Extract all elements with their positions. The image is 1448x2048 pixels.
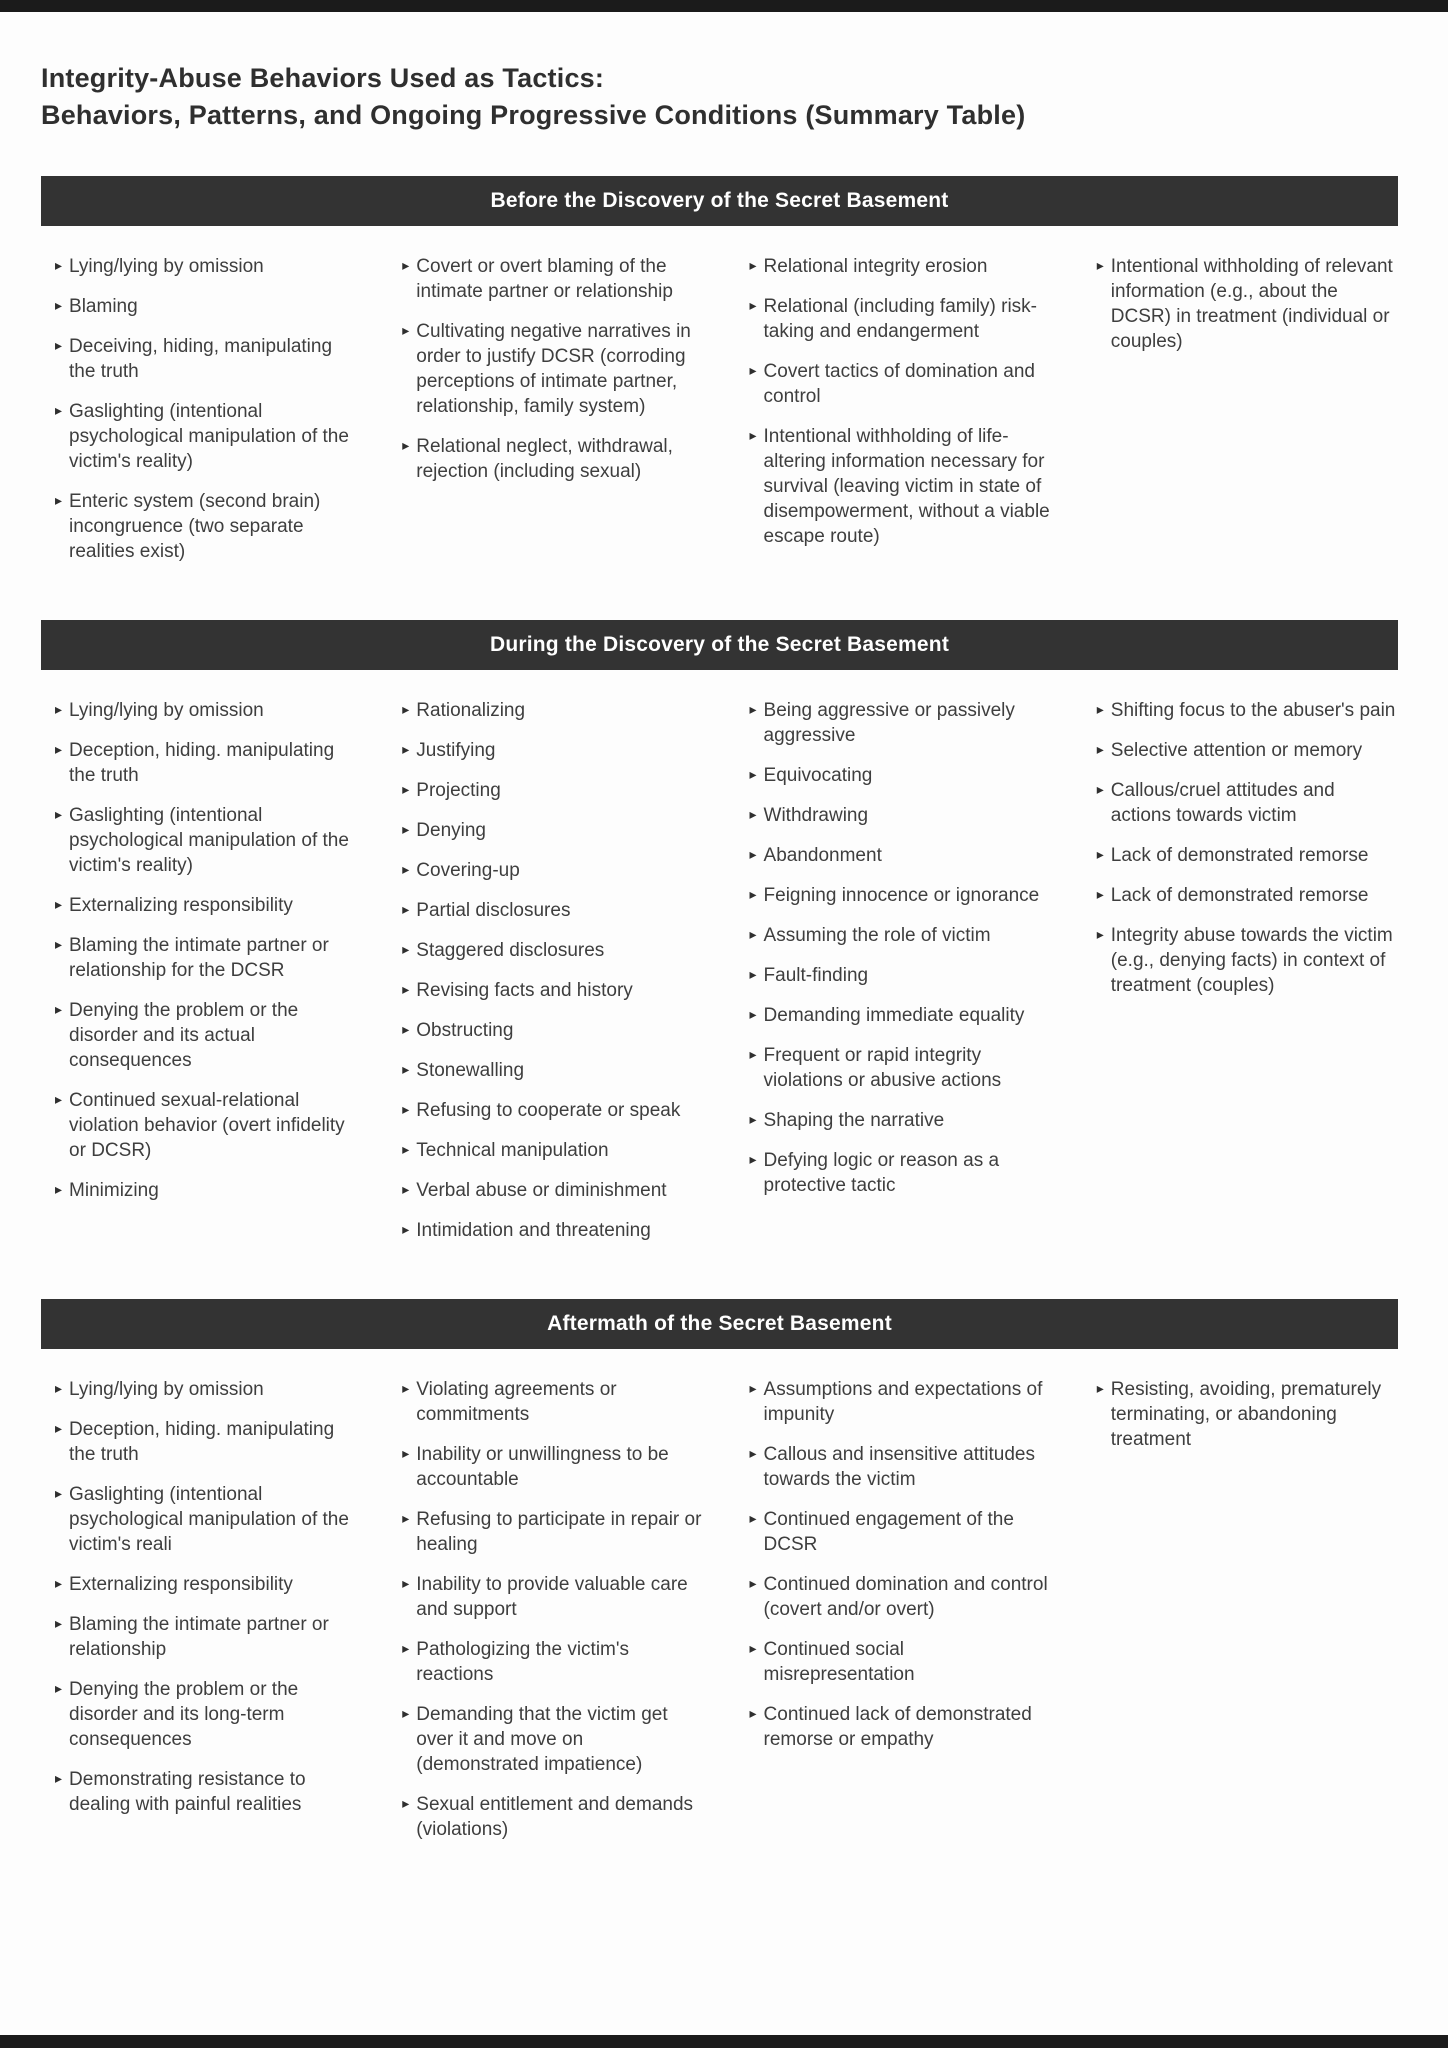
column-2: [402, 254, 703, 564]
list-item: [55, 998, 356, 1073]
column-1: [55, 1377, 356, 1842]
list-item: [402, 254, 703, 304]
item-text: Staggered disclosures: [416, 940, 605, 961]
item-text: Technical manipulation: [416, 1140, 609, 1161]
bullet-icon: ▸: [402, 1381, 410, 1397]
bullet-icon: ▸: [402, 1511, 410, 1527]
bullet-icon: ▸: [402, 982, 410, 998]
list-item: [402, 778, 703, 803]
item-text: Denying the problem or the disorder and its long-term consequences: [69, 1679, 299, 1750]
item-text: Demanding immediate equality: [763, 1005, 1025, 1026]
list-item: [750, 1442, 1051, 1492]
list-item: [750, 1003, 1051, 1028]
list-item: [55, 803, 356, 878]
item-text: Revising facts and history: [416, 980, 633, 1001]
bullet-icon: ▸: [55, 1002, 63, 1018]
list-item: [750, 424, 1051, 549]
item-text: Integrity abuse towards the victim (e.g., denying facts) in context of treatment (couples): [1110, 925, 1393, 996]
item-text: Feigning innocence or ignorance: [763, 885, 1040, 906]
list-item: [1097, 738, 1398, 763]
bullet-icon: ▸: [749, 767, 757, 783]
item-text: Partial disclosures: [416, 900, 571, 921]
item-text: Continued domination and control (covert and/or overt): [763, 1574, 1048, 1620]
bullet-icon: ▸: [402, 1641, 410, 1657]
list-item: [402, 1058, 703, 1083]
bullet-icon: ▸: [402, 742, 410, 758]
bullet-icon: ▸: [749, 1576, 757, 1592]
list-item: [402, 1138, 703, 1163]
item-text: Projecting: [416, 780, 501, 801]
item-text: Relational (including family) risk-taking and endangerment: [763, 296, 1038, 342]
bullet-icon: ▸: [749, 1112, 757, 1128]
section-header: Before the Discovery of the Secret Basement: [41, 176, 1398, 226]
bullet-icon: ▸: [55, 1421, 63, 1437]
bullet-icon: ▸: [749, 1381, 757, 1397]
bullet-icon: ▸: [749, 1511, 757, 1527]
list-item: [750, 1702, 1051, 1752]
list-item: [402, 938, 703, 963]
bullet-icon: ▸: [402, 258, 410, 274]
list-item: [750, 963, 1051, 988]
item-text: Blaming the intimate partner or relationship for the DCSR: [69, 935, 329, 981]
list-item: [402, 1377, 703, 1427]
list-item: [55, 1572, 356, 1597]
list-item: [1097, 843, 1398, 868]
page-title-line-2: Behaviors, Patterns, and Ongoing Progressive Conditions (Summary Table): [41, 100, 1026, 130]
section-1: [41, 176, 1398, 564]
item-text: Demanding that the victim get over it and move on (demonstrated impatience): [416, 1704, 668, 1775]
item-text: Resisting, avoiding, prematurely terminating, or abandoning treatment: [1110, 1379, 1382, 1450]
bullet-icon: ▸: [402, 702, 410, 718]
list-item: [402, 978, 703, 1003]
bullet-icon: ▸: [749, 887, 757, 903]
item-text: Assuming the role of victim: [763, 925, 991, 946]
item-text: Covert or overt blaming of the intimate partner or relationship: [416, 256, 673, 302]
list-item: [402, 1218, 703, 1243]
bullet-icon: ▸: [402, 1102, 410, 1118]
list-item: [402, 698, 703, 723]
bullet-icon: ▸: [749, 298, 757, 314]
column-3: [750, 254, 1051, 564]
item-text: Covert tactics of domination and control: [763, 361, 1035, 407]
column-2: [402, 698, 703, 1243]
bullet-icon: ▸: [1096, 782, 1104, 798]
item-text: Obstructing: [416, 1020, 514, 1041]
item-text: Blaming the intimate partner or relationship: [69, 1614, 329, 1660]
item-text: Equivocating: [763, 765, 873, 786]
item-text: Shifting focus to the abuser's pain: [1110, 700, 1396, 721]
column-4: [1097, 1377, 1398, 1842]
bullet-icon: ▸: [749, 847, 757, 863]
bullet-icon: ▸: [55, 1381, 63, 1397]
list-item: [1097, 254, 1398, 354]
bullet-icon: ▸: [55, 338, 63, 354]
bullet-icon: ▸: [1096, 927, 1104, 943]
item-text: Deceiving, hiding, manipulating the truth: [69, 336, 333, 382]
section-header: During the Discovery of the Secret Basement: [41, 620, 1398, 670]
list-item: [750, 1148, 1051, 1198]
list-item: [55, 1612, 356, 1662]
item-text: Justifying: [416, 740, 496, 761]
bullet-icon: ▸: [55, 403, 63, 419]
list-item: [402, 1018, 703, 1043]
list-item: [402, 1098, 703, 1123]
item-text: Being aggressive or passively aggressive: [763, 700, 1015, 746]
item-text: Withdrawing: [763, 805, 869, 826]
list-item: [402, 1507, 703, 1557]
list-item: [55, 254, 356, 279]
bullet-icon: ▸: [402, 1796, 410, 1812]
list-item: [55, 893, 356, 918]
list-item: [55, 1767, 356, 1817]
item-text: Refusing to participate in repair or healing: [416, 1509, 702, 1555]
list-item: [55, 399, 356, 474]
bullet-icon: ▸: [749, 1446, 757, 1462]
bullet-icon: ▸: [402, 942, 410, 958]
bullet-icon: ▸: [1096, 1381, 1104, 1397]
item-text: Refusing to cooperate or speak: [416, 1100, 681, 1121]
list-item: [750, 1572, 1051, 1622]
bullet-icon: ▸: [402, 902, 410, 918]
bullet-icon: ▸: [402, 323, 410, 339]
item-text: Continued social misrepresentation: [763, 1639, 915, 1685]
section-columns: [41, 1349, 1398, 1842]
bullet-icon: ▸: [749, 1706, 757, 1722]
bullet-icon: ▸: [55, 1771, 63, 1787]
list-item: [750, 843, 1051, 868]
bullet-icon: ▸: [402, 1706, 410, 1722]
page-title-line-1: Integrity-Abuse Behaviors Used as Tactics:: [41, 63, 605, 93]
list-item: [55, 1417, 356, 1467]
item-text: Continued sexual-relational violation behavior (overt infidelity or DCSR): [69, 1090, 345, 1161]
bullet-icon: ▸: [749, 428, 757, 444]
bullet-icon: ▸: [55, 1092, 63, 1108]
item-text: Demonstrating resistance to dealing with painful realities: [69, 1769, 306, 1815]
list-item: [55, 1482, 356, 1557]
item-text: Lying/lying by omission: [69, 256, 264, 277]
bullet-icon: ▸: [55, 742, 63, 758]
bullet-icon: ▸: [1096, 702, 1104, 718]
item-text: Inability or unwillingness to be accountable: [416, 1444, 669, 1490]
bullet-icon: ▸: [749, 363, 757, 379]
bullet-icon: ▸: [749, 927, 757, 943]
item-text: Callous and insensitive attitudes towards the victim: [763, 1444, 1035, 1490]
list-item: [402, 1178, 703, 1203]
item-text: Abandonment: [763, 845, 882, 866]
list-item: [402, 818, 703, 843]
bullet-icon: ▸: [402, 1576, 410, 1592]
item-text: Lack of demonstrated remorse: [1110, 845, 1369, 866]
item-text: Lying/lying by omission: [69, 700, 264, 721]
item-text: Rationalizing: [416, 700, 526, 721]
item-text: Selective attention or memory: [1110, 740, 1363, 761]
list-item: [750, 1377, 1051, 1427]
section-columns: [41, 226, 1398, 564]
item-text: Denying the problem or the disorder and its actual consequences: [69, 1000, 299, 1071]
list-item: [402, 1442, 703, 1492]
list-item: [750, 294, 1051, 344]
list-item: [750, 1637, 1051, 1687]
item-text: Callous/cruel attitudes and actions towards victim: [1110, 780, 1335, 826]
item-text: Inability to provide valuable care and support: [416, 1574, 688, 1620]
item-text: Externalizing responsibility: [69, 895, 293, 916]
list-item: [1097, 1377, 1398, 1452]
column-3: [750, 698, 1051, 1243]
item-text: Stonewalling: [416, 1060, 525, 1081]
list-item: [750, 1043, 1051, 1093]
list-item: [55, 1088, 356, 1163]
list-item: [402, 1572, 703, 1622]
section-2: [41, 620, 1398, 1243]
list-item: [55, 933, 356, 983]
item-text: Lack of demonstrated remorse: [1110, 885, 1369, 906]
item-text: Sexual entitlement and demands (violations): [416, 1794, 694, 1840]
item-text: Intimidation and threatening: [416, 1220, 651, 1241]
summary-table: [41, 176, 1398, 1842]
list-item: [750, 883, 1051, 908]
column-1: [55, 254, 356, 564]
bullet-icon: ▸: [402, 1022, 410, 1038]
item-text: Gaslighting (intentional psychological manipulation of the victim's reali: [69, 1484, 349, 1555]
item-text: Frequent or rapid integrity violations or abusive actions: [763, 1045, 1002, 1091]
bullet-icon: ▸: [402, 1142, 410, 1158]
item-text: Shaping the narrative: [763, 1110, 945, 1131]
item-text: Intentional withholding of relevant information (e.g., about the DCSR) in treatment (individual or couples): [1110, 256, 1393, 352]
section-columns: [41, 670, 1398, 1243]
bullet-icon: ▸: [55, 258, 63, 274]
list-item: [750, 254, 1051, 279]
bullet-icon: ▸: [55, 937, 63, 953]
list-item: [402, 1637, 703, 1687]
bullet-icon: ▸: [402, 1182, 410, 1198]
item-text: Blaming: [69, 296, 138, 317]
list-item: [55, 1677, 356, 1752]
item-text: Continued engagement of the DCSR: [763, 1509, 1014, 1555]
column-4: [1097, 698, 1398, 1243]
section-3: [41, 1299, 1398, 1842]
list-item: [1097, 778, 1398, 828]
column-1: [55, 698, 356, 1243]
section-header: Aftermath of the Secret Basement: [41, 1299, 1398, 1349]
bullet-icon: ▸: [55, 702, 63, 718]
page-top-edge: [0, 0, 1448, 12]
list-item: [55, 1178, 356, 1203]
list-item: [750, 698, 1051, 748]
list-item: [750, 359, 1051, 409]
bullet-icon: ▸: [749, 967, 757, 983]
list-item: [402, 1702, 703, 1777]
bullet-icon: ▸: [749, 1152, 757, 1168]
bullet-icon: ▸: [402, 822, 410, 838]
item-text: Minimizing: [69, 1180, 159, 1201]
item-text: Relational neglect, withdrawal, rejection (including sexual): [416, 436, 673, 482]
page-bottom-edge: [0, 2035, 1448, 2048]
list-item: [402, 319, 703, 419]
list-item: [1097, 698, 1398, 723]
item-text: Assumptions and expectations of impunity: [763, 1379, 1043, 1425]
list-item: [55, 334, 356, 384]
bullet-icon: ▸: [402, 862, 410, 878]
bullet-icon: ▸: [55, 807, 63, 823]
bullet-icon: ▸: [749, 702, 757, 718]
list-item: [402, 898, 703, 923]
column-3: [750, 1377, 1051, 1842]
list-item: [750, 803, 1051, 828]
item-text: Covering-up: [416, 860, 520, 881]
list-item: [55, 698, 356, 723]
bullet-icon: ▸: [402, 1446, 410, 1462]
item-text: Fault-finding: [763, 965, 869, 986]
bullet-icon: ▸: [1096, 258, 1104, 274]
item-text: Gaslighting (intentional psychological manipulation of the victim's reality): [69, 401, 349, 472]
page-title: [41, 60, 1398, 134]
bullet-icon: ▸: [55, 1616, 63, 1632]
bullet-icon: ▸: [1096, 887, 1104, 903]
list-item: [402, 858, 703, 883]
list-item: [55, 738, 356, 788]
bullet-icon: ▸: [55, 1182, 63, 1198]
list-item: [55, 1377, 356, 1402]
list-item: [750, 763, 1051, 788]
list-item: [402, 738, 703, 763]
item-text: Deception, hiding. manipulating the truth: [69, 740, 335, 786]
list-item: [55, 294, 356, 319]
item-text: Intentional withholding of life-altering information necessary for survival (leaving victim in state of disempowerment, without a viable escape route): [763, 426, 1050, 547]
bullet-icon: ▸: [749, 1641, 757, 1657]
item-text: Lying/lying by omission: [69, 1379, 264, 1400]
list-item: [55, 489, 356, 564]
bullet-icon: ▸: [749, 807, 757, 823]
item-text: Pathologizing the victim's reactions: [416, 1639, 630, 1685]
item-text: Deception, hiding. manipulating the truth: [69, 1419, 335, 1465]
column-4: [1097, 254, 1398, 564]
item-text: Gaslighting (intentional psychological manipulation of the victim's reality): [69, 805, 349, 876]
list-item: [750, 923, 1051, 948]
list-item: [1097, 883, 1398, 908]
bullet-icon: ▸: [1096, 847, 1104, 863]
bullet-icon: ▸: [1096, 742, 1104, 758]
bullet-icon: ▸: [749, 1047, 757, 1063]
bullet-icon: ▸: [402, 438, 410, 454]
list-item: [750, 1108, 1051, 1133]
bullet-icon: ▸: [402, 1062, 410, 1078]
bullet-icon: ▸: [55, 1486, 63, 1502]
bullet-icon: ▸: [749, 1007, 757, 1023]
item-text: Denying: [416, 820, 486, 841]
item-text: Cultivating negative narratives in order to justify DCSR (corroding perceptions of intimate partner, relationship, family system): [416, 321, 691, 417]
bullet-icon: ▸: [55, 298, 63, 314]
bullet-icon: ▸: [55, 897, 63, 913]
item-text: Enteric system (second brain) incongruence (two separate realities exist): [69, 491, 321, 562]
list-item: [1097, 923, 1398, 998]
bullet-icon: ▸: [749, 258, 757, 274]
item-text: Continued lack of demonstrated remorse or empathy: [763, 1704, 1032, 1750]
bullet-icon: ▸: [55, 1576, 63, 1592]
bullet-icon: ▸: [402, 1222, 410, 1238]
list-item: [402, 434, 703, 484]
item-text: Defying logic or reason as a protective tactic: [763, 1150, 1000, 1196]
column-2: [402, 1377, 703, 1842]
item-text: Relational integrity erosion: [763, 256, 988, 277]
item-text: Verbal abuse or diminishment: [416, 1180, 667, 1201]
bullet-icon: ▸: [402, 782, 410, 798]
item-text: Externalizing responsibility: [69, 1574, 293, 1595]
item-text: Violating agreements or commitments: [416, 1379, 617, 1425]
bullet-icon: ▸: [55, 493, 63, 509]
bullet-icon: ▸: [55, 1681, 63, 1697]
list-item: [402, 1792, 703, 1842]
list-item: [750, 1507, 1051, 1557]
